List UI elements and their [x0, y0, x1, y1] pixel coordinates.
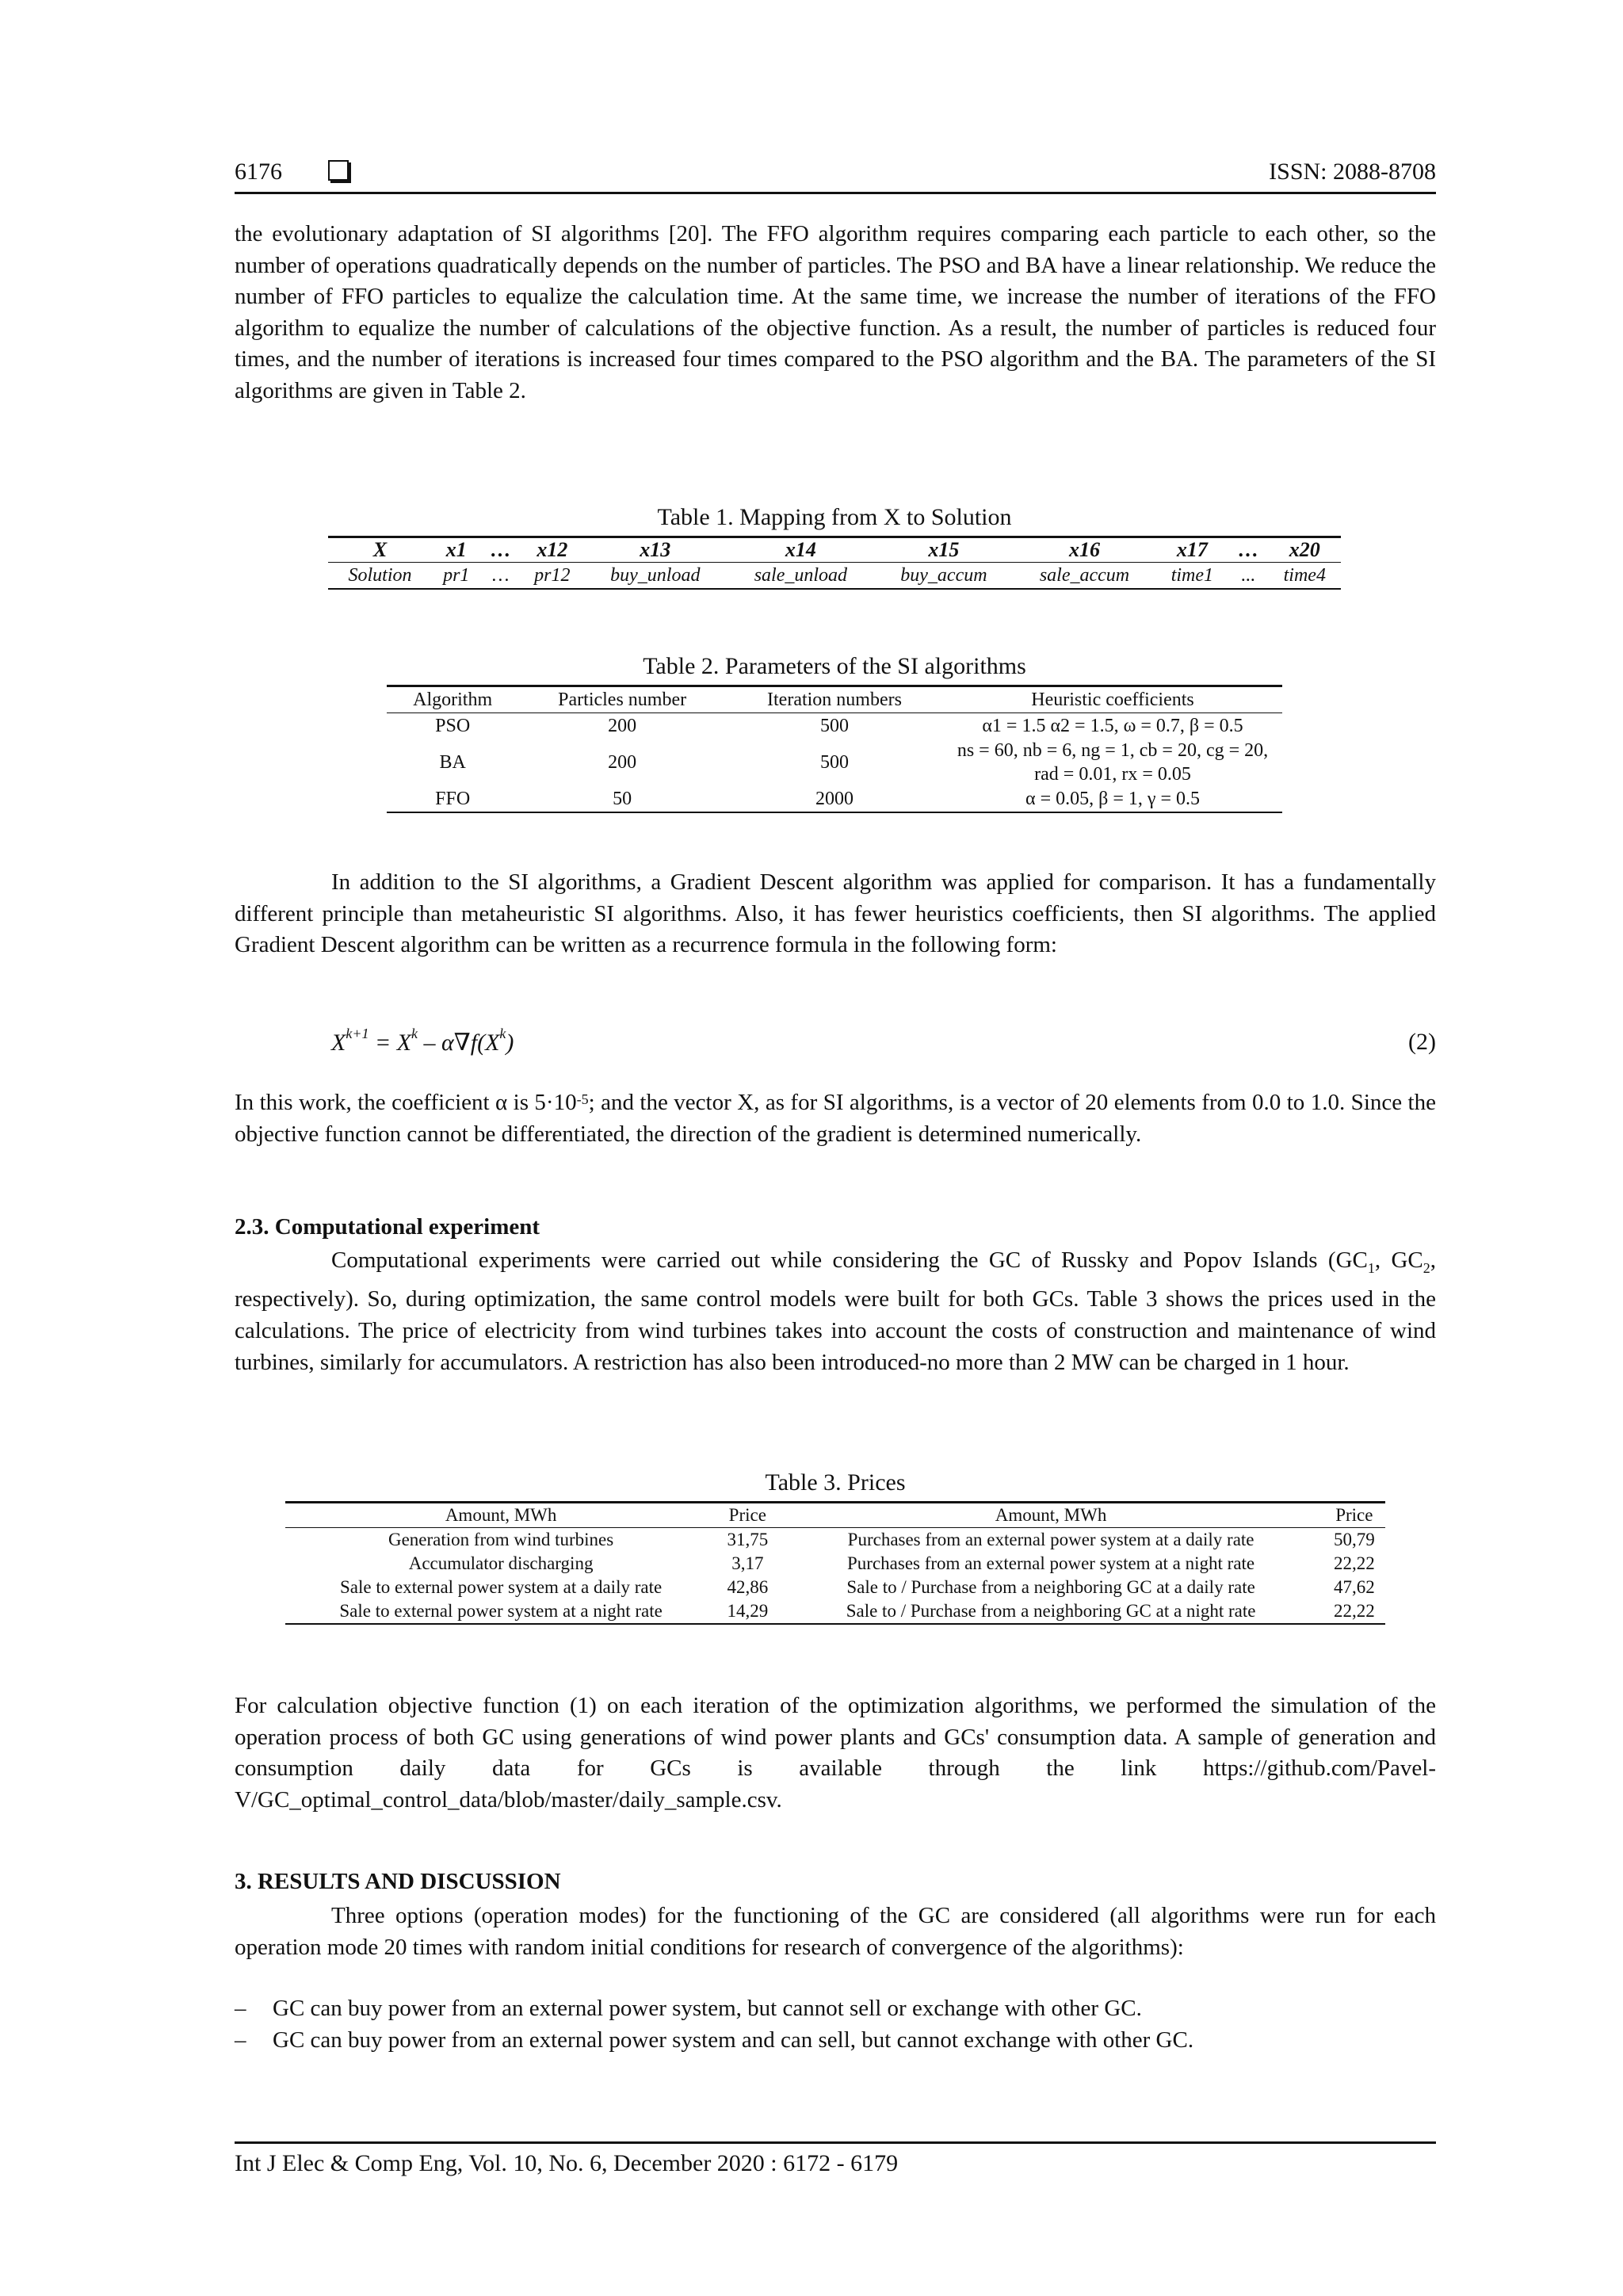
table2-cell: 50 [613, 789, 632, 809]
table3-cell: Accumulator discharging [408, 1553, 594, 1573]
table3-cell: Purchases from an external power system at a night rate [847, 1553, 1255, 1573]
table3-row [285, 1576, 1385, 1599]
table1-cell: x13 [584, 537, 727, 563]
equation-mid: = X [369, 1030, 412, 1056]
table2-header-row [387, 686, 1282, 713]
table3-cell: 22,22 [1333, 1601, 1375, 1621]
table1-mapping [328, 536, 1341, 590]
table2-cell: 200 [608, 752, 637, 773]
table1-cell: x16 [1013, 537, 1156, 563]
equation-rhs: – α∇f(X [418, 1030, 500, 1056]
table2-caption-text: Table 2. Parameters of the SI algorithms [643, 653, 1026, 679]
paragraph-si-adaptation: the evolutionary adaptation of SI algorithms [20]. The FFO algorithm requires comparing each particle to each other, so the number of operations quadratically depends on the number of particles. The PSO and BA have a linear relationship. We reduce the number of FFO particles to equalize the calculation time. At the same time, we increase the number of iterations of the FFO algorithm to equalize the number of calculations of the objective function. As a result, the number of particles is reduced four times, and the number of iterations is increased four times compared to the PSO algorithm and the BA. The parameters of the SI algorithms are given in Table 2. [235, 221, 1436, 403]
paragraph-coefficient [235, 1087, 1436, 1150]
table1-cell: x17 [1156, 537, 1228, 563]
table2-cell: 200 [608, 716, 637, 736]
equation-close: ) [506, 1030, 514, 1056]
equation-rhs-sup: k [499, 1026, 506, 1041]
table3-cell: Sale to external power system at a daily rate [340, 1577, 663, 1597]
table3-header: Amount, MWh [778, 1503, 1323, 1528]
square-bullet-icon [328, 160, 349, 181]
table2-cell: 500 [819, 716, 849, 736]
table3-cell: 14,29 [727, 1601, 769, 1621]
page-number: 6176 [235, 159, 282, 185]
table1-cell: x14 [727, 537, 875, 563]
paragraph-text: Computational experiments were carried out while considering the GC of Russky and Popov Islands (GC [331, 1247, 1368, 1273]
table3-cell: 42,86 [727, 1577, 769, 1597]
table1-cell: pr12 [534, 564, 571, 586]
table2-cell: FFO [435, 789, 471, 809]
table3-prices [285, 1501, 1385, 1625]
table2-cell: ns = 60, nb = 6, ng = 1, cb = 20, cg = 20, rad = 0.01, rx = 0.05 [957, 740, 1269, 785]
paragraph-text: In this work, the coefficient α is 5·10 [235, 1090, 577, 1115]
list-item: – GC can buy power from an external power system and can sell, but cannot exchange with other GC. [235, 2024, 1436, 2056]
table2-header: Particles number [518, 686, 726, 713]
table3-row [285, 1552, 1385, 1576]
table3-row [285, 1599, 1385, 1624]
table3-cell: Sale to / Purchase from a neighboring GC at a night rate [846, 1601, 1256, 1621]
paragraph-text: , respectively). So, during optimization, the same control models were built for both GCs. Table 3 shows the prices used in the calculations. The price of electricity from wind turbines takes into account the costs of construction and maintenance of wind turbines, similarly for accumulators. A restriction has also been introduced-no more than 2 MW can be charged in 1 hour. [235, 1247, 1436, 1375]
table1-cell: … [492, 564, 510, 586]
table3-header: Price [1323, 1503, 1385, 1528]
table1-cell: buy_accum [900, 564, 987, 586]
table3-cell: Sale to / Purchase from a neighboring GC at a daily rate [846, 1577, 1255, 1597]
table1-caption-text: Table 1. Mapping from X to Solution [657, 504, 1012, 530]
paragraph-experiment [235, 1245, 1436, 1378]
footer-rule [235, 2141, 1436, 2144]
paragraph-text: ; and the vector X, as for SI algorithms, is a vector of 20 elements from 0.0 to 1.0. Since the objective function cannot be differentiated, the direction of the gradient is determined numerically. [235, 1090, 1436, 1147]
table1-cell: time1 [1170, 564, 1214, 586]
table1-row-x [328, 537, 1341, 563]
paragraph-text: , GC [1374, 1247, 1423, 1273]
table1-cell: X [328, 537, 432, 563]
equation-number: (2) [1408, 1029, 1436, 1055]
table1-row-solution [328, 563, 1341, 590]
table2-header: Algorithm [387, 686, 518, 713]
table3-row [285, 1528, 1385, 1553]
table2-row [387, 786, 1282, 812]
table3-cell: 50,79 [1333, 1530, 1375, 1549]
table1-cell: x15 [875, 537, 1014, 563]
table1-caption [328, 504, 1341, 531]
table1-cell: Solution [348, 564, 412, 586]
table3-cell: 22,22 [1333, 1553, 1375, 1573]
paragraph-sub: 1 [1367, 1259, 1375, 1276]
table2-header: Heuristic coefficients [943, 686, 1282, 713]
table3-cell: 31,75 [727, 1530, 769, 1549]
table1-cell: x1 [432, 537, 481, 563]
table1-cell: … [481, 537, 521, 563]
section-heading-2-3: 2.3. Computational experiment [235, 1214, 540, 1240]
table1-cell: buy_unload [610, 564, 701, 586]
table1-cell: sale_accum [1039, 564, 1130, 586]
table2-cell: 500 [819, 752, 849, 773]
table2-cell: BA [439, 752, 466, 773]
page-header [235, 155, 1436, 193]
table2-cell: PSO [435, 716, 471, 736]
table2-header: Iteration numbers [726, 686, 943, 713]
issn-label: ISSN: 2088-8708 [1269, 159, 1436, 185]
equation-lhs-sup: k+1 [346, 1026, 369, 1041]
table2-cell: α = 0.05, β = 1, γ = 0.5 [1025, 789, 1200, 809]
table1-cell: sale_unload [754, 564, 848, 586]
table1-cell: x20 [1269, 537, 1341, 563]
equation-lhs: X [331, 1030, 346, 1056]
table3-caption-text: Table 3. Prices [765, 1469, 906, 1496]
operation-modes-list [235, 1992, 1436, 2056]
table3-header: Price [716, 1503, 778, 1528]
table2-parameters [387, 685, 1282, 813]
table3-cell: Sale to external power system at a night rate [339, 1601, 663, 1621]
paragraph-objective-function: For calculation objective function (1) on each iteration of the optimization algorithms, we performed the simulation of the operation process of both GC using generations of wind power plants and GCs' consumption data. A sample of generation and consumption daily data for GCs is available through the link https://github.com/Pavel-V/GC_optimal_control_data/blob/master/daily_sample.csv. [235, 1693, 1436, 1813]
table1-cell: ... [1241, 564, 1256, 586]
footer-citation: Int J Elec & Comp Eng, Vol. 10, No. 6, December 2020 : 6172 - 6179 [235, 2150, 899, 2176]
paragraph-results: Three options (operation modes) for the functioning of the GC are considered (all algorithms were run for each operation mode 20 times with random initial conditions for research of convergence of the algorithms): [235, 1903, 1436, 1960]
table1-cell: time4 [1283, 564, 1326, 586]
table3-cell: 3,17 [731, 1553, 764, 1573]
table3-cell: Generation from wind turbines [388, 1530, 614, 1549]
paragraph-sub: 2 [1423, 1259, 1430, 1276]
header-rule [235, 192, 1436, 194]
table2-cell: α1 = 1.5 α2 = 1.5, ω = 0.7, β = 0.5 [982, 716, 1243, 736]
table2-cell: 2000 [815, 789, 854, 809]
paragraph-sup: -5 [576, 1091, 589, 1107]
equation-recurrence [331, 1026, 514, 1056]
table3-header-row [285, 1503, 1385, 1528]
table3-caption [285, 1469, 1385, 1496]
table1-cell: … [1228, 537, 1269, 563]
section-heading-3: 3. RESULTS AND DISCUSSION [235, 1869, 561, 1894]
equation-mid-sup: k [411, 1026, 418, 1041]
table3-header: Amount, MWh [285, 1503, 716, 1528]
table3-cell: Purchases from an external power system at a daily rate [847, 1530, 1254, 1549]
table1-cell: pr1 [443, 564, 470, 586]
table2-caption [387, 653, 1282, 680]
table2-row [387, 739, 1282, 786]
table2-row [387, 713, 1282, 739]
paragraph-gradient-descent: In addition to the SI algorithms, a Gradient Descent algorithm was applied for comparison. It has a fundamentally different principle than metaheuristic SI algorithms. Also, it has fewer heuristics coefficients, then SI algorithms. The applied Gradient Descent algorithm can be written as a recurrence formula in the following form: [235, 869, 1436, 958]
table1-cell: x12 [521, 537, 583, 563]
list-item: – GC can buy power from an external power system, but cannot sell or exchange with other GC. [235, 1992, 1436, 2024]
table3-cell: 47,62 [1333, 1577, 1375, 1597]
